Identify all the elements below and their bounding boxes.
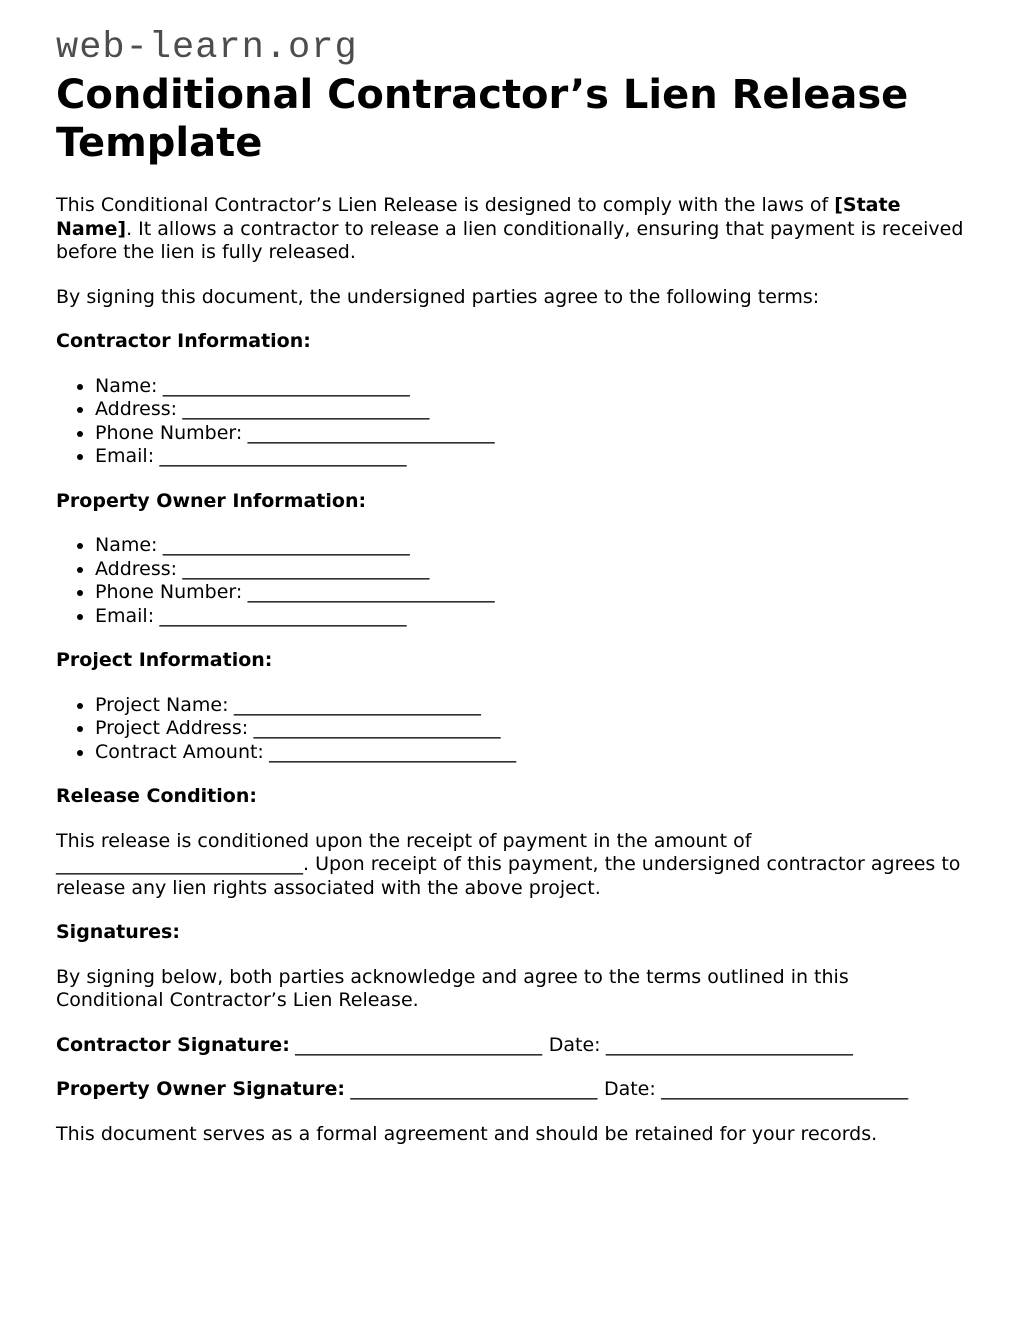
blank-line: __________________________ <box>233 693 481 716</box>
contractor-signature-row <box>56 1034 968 1058</box>
intro-text-after: . It allows a contractor to release a lien conditionally, ensuring that payment is received before the lien is fully released. <box>56 217 964 263</box>
field-label: Project Address: <box>95 717 249 739</box>
list-item-project-name <box>95 694 969 718</box>
field-label: Address: <box>95 557 178 580</box>
list-item-contractor-name <box>95 375 969 399</box>
field-label: Phone Number: <box>95 581 243 603</box>
property-owner-signature-row <box>56 1078 968 1102</box>
field-label: Email: <box>95 445 155 467</box>
list-item-owner-address <box>95 558 969 582</box>
date-blank-line: __________________________ <box>605 1033 853 1056</box>
blank-line: __________________________ <box>247 581 495 603</box>
blank-line: __________________________ <box>247 421 495 444</box>
signature-blank-line: __________________________ <box>350 1078 598 1100</box>
list-item-project-address <box>95 717 969 741</box>
property-owner-information-list <box>56 534 969 628</box>
terms-intro-paragraph: By signing this document, the undersigned parties agree to the following terms: <box>56 285 820 308</box>
blank-line: __________________________ <box>159 445 407 467</box>
blank-line: __________________________ <box>269 740 517 763</box>
field-label: Name: <box>95 534 158 556</box>
blank-line: __________________________ <box>159 604 407 627</box>
blank-line: __________________________ <box>162 534 410 556</box>
field-label: Email: <box>95 604 155 627</box>
list-item-contract-amount <box>95 741 969 765</box>
section-heading-signatures: Signatures: <box>56 921 180 943</box>
blank-line: __________________________ <box>182 557 430 580</box>
field-label: Name: <box>95 374 158 397</box>
intro-text-before: This Conditional Contractor’s Lien Release is designed to comply with the laws of <box>56 194 835 216</box>
section-heading-project-information: Project Information: <box>56 649 273 671</box>
property-owner-signature-label: Property Owner Signature: <box>56 1078 345 1100</box>
release-condition-paragraph: This release is conditioned upon the receipt of payment in the amount of __________________________. Upon receipt of this payment, the undersigned contractor agrees to release any lien rights associated with the above project. <box>56 829 961 899</box>
contractor-signature-label: Contractor Signature: <box>56 1033 290 1056</box>
list-item-owner-name <box>95 534 969 558</box>
blank-line: __________________________ <box>182 398 430 420</box>
site-logo: web-learn.org <box>56 27 358 69</box>
list-item-contractor-phone <box>95 422 969 446</box>
blank-line: __________________________ <box>162 374 410 397</box>
field-label: Address: <box>95 398 178 420</box>
state-name-placeholder: [State Name] <box>56 194 901 240</box>
blank-line: __________________________ <box>253 717 501 739</box>
field-label: Contract Amount: <box>95 740 264 763</box>
section-heading-release-condition: Release Condition: <box>56 785 257 807</box>
list-item-owner-email <box>95 605 969 629</box>
contractor-information-list <box>56 375 969 469</box>
list-item-contractor-address <box>95 398 969 422</box>
project-information-list <box>56 694 969 765</box>
date-blank-line: __________________________ <box>661 1078 909 1100</box>
list-item-contractor-email <box>95 445 969 469</box>
section-heading-contractor-information: Contractor Information: <box>56 330 311 352</box>
field-label: Project Name: <box>95 693 229 716</box>
intro-paragraph <box>56 194 968 265</box>
signatures-intro-paragraph: By signing below, both parties acknowledge and agree to the terms outlined in this Conditional Contractor’s Lien Release. <box>56 965 849 1011</box>
footer-note-paragraph: This document serves as a formal agreement and should be retained for your records. <box>56 1122 878 1145</box>
date-label: Date: <box>548 1033 601 1056</box>
field-label: Phone Number: <box>95 421 243 444</box>
list-item-owner-phone <box>95 581 969 605</box>
page-title: Conditional Contractor’s Lien Release Template <box>56 72 909 166</box>
signature-blank-line: __________________________ <box>295 1033 543 1056</box>
date-label: Date: <box>603 1078 656 1100</box>
section-heading-property-owner-information: Property Owner Information: <box>56 489 367 512</box>
